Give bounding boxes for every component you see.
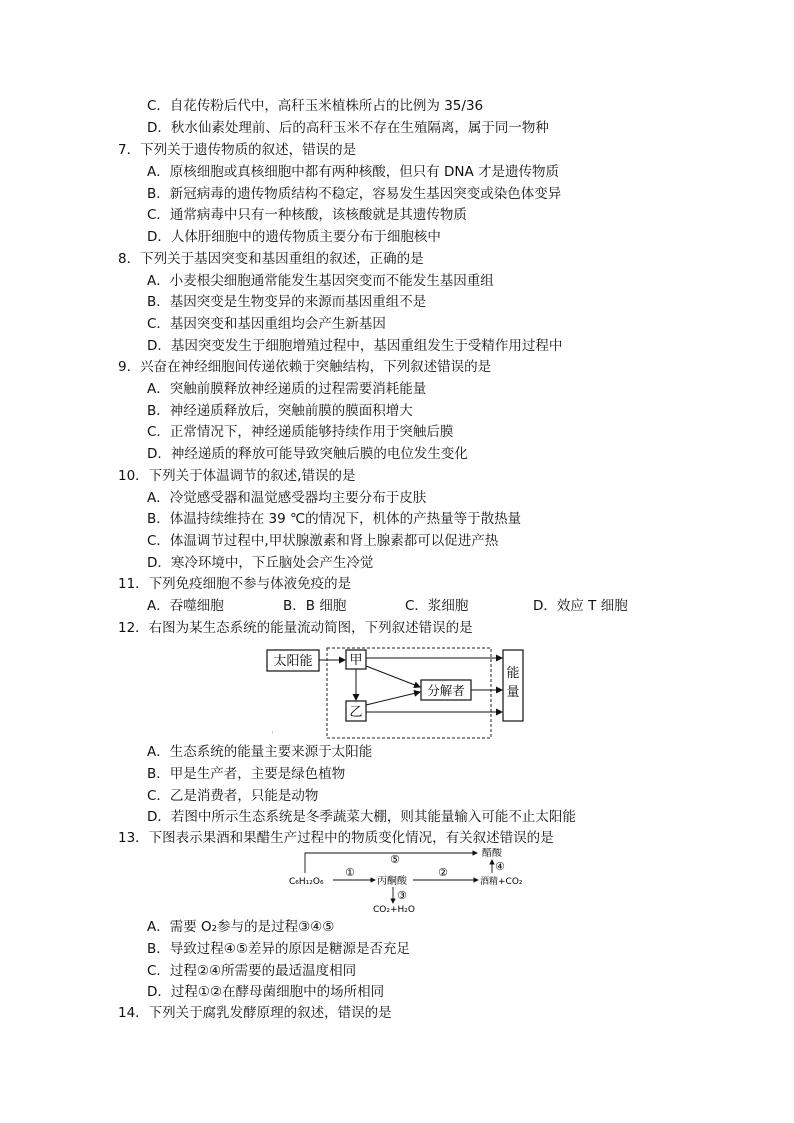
q7-option-b: B．新冠病毒的遗传物质结构不稳定，容易发生基因突变或染色体变异 — [147, 186, 562, 202]
q7-option-a: A．原核细胞或真核细胞中都有两种核酸，但只有 DNA 才是遗传物质 — [147, 164, 560, 180]
q12-option-d: D．若图中所示生态系统是冬季蔬菜大棚，则其能量输入可能不止太阳能 — [147, 809, 576, 825]
question-12-stem: 12．右图为某生态系统的能量流动简图，下列叙述错误的是 — [118, 620, 473, 636]
question-9-stem: 9．兴奋在神经细胞间传递依赖于突触结构，下列叙述错误的是 — [118, 359, 492, 375]
fermentation-diagram — [285, 848, 530, 918]
q8-option-a: A．小麦根尖细胞通常能发生基因突变而不能发生基因重组 — [147, 273, 494, 289]
question-7-stem: 7．下列关于遗传物质的叙述，错误的是 — [118, 142, 357, 158]
q11-option-d: D．效应 T 细胞 — [533, 598, 628, 614]
step-2: ② — [438, 866, 448, 879]
q9-option-a: A．突触前膜释放神经递质的过程需要消耗能量 — [147, 381, 427, 397]
energy-label-1: 能 — [506, 666, 520, 681]
sun-label: 太阳能 — [273, 654, 313, 669]
step-4: ④ — [495, 860, 505, 873]
question-14-stem: 14．下列关于腐乳发酵原理的叙述，错误的是 — [118, 1005, 392, 1021]
q9-option-b: B．神经递质释放后，突触前膜的膜面积增大 — [147, 403, 413, 419]
q12-option-b: B．甲是生产者，主要是绿色植物 — [147, 766, 346, 782]
q12-option-a: A．生态系统的能量主要来源于太阳能 — [147, 744, 373, 760]
glucose-label: C₆H₁₂O₆ — [289, 877, 324, 887]
q7-option-d: D．人体肝细胞中的遗传物质主要分布于细胞核中 — [147, 229, 441, 245]
step-3: ③ — [397, 889, 407, 902]
q7-option-c: C．通常病毒中只有一种核酸，该核酸就是其遗传物质 — [147, 207, 467, 223]
question-10-stem: 10．下列关于体温调节的叙述,错误的是 — [118, 468, 356, 484]
energy-label-2: 量 — [506, 685, 520, 700]
jia-label: 甲 — [349, 653, 363, 668]
svg-text:': ' — [271, 730, 274, 741]
q13-option-d: D．过程①②在酵母菌细胞中的场所相同 — [147, 984, 385, 1000]
pyruvate-label: 丙酮酸 — [377, 876, 407, 887]
decomposer-label: 分解者 — [427, 683, 465, 698]
q6-option-d: D．秋水仙素处理前、后的高秆玉米不存在生殖隔离，属于同一物种 — [147, 120, 549, 136]
q12-option-c: C．乙是消费者，只能是动物 — [147, 788, 319, 804]
step-5: ⑤ — [390, 853, 400, 866]
q9-option-d: D．神经递质的释放可能导致突触后膜的电位发生变化 — [147, 446, 468, 462]
q10-option-d: D．寒冷环境中，下丘脑处会产生冷觉 — [147, 555, 374, 571]
step-1: ① — [345, 866, 355, 879]
water-label: CO₂+H₂O — [373, 905, 415, 915]
q8-option-d: D．基因突变发生于细胞增殖过程中，基因重组发生于受精作用过程中 — [147, 338, 563, 354]
q13-option-a: A．需要 O₂参与的是过程③④⑤ — [147, 919, 335, 935]
q10-option-a: A．冷觉感受器和温觉感受器均主要分布于皮肤 — [147, 490, 427, 506]
arrow-yi-to-decomposer — [366, 692, 420, 705]
q11-option-b: B．B 细胞 — [283, 598, 347, 614]
question-8-stem: 8．下列关于基因突变和基因重组的叙述，正确的是 — [118, 251, 424, 267]
arrow-jia-to-decomposer — [366, 666, 420, 687]
question-13-stem: 13．下图表示果酒和果醋生产过程中的物质变化情况，有关叙述错误的是 — [118, 830, 554, 846]
q8-option-b: B．基因突变是生物变异的来源而基因重组不是 — [147, 294, 427, 310]
q6-option-c: C．自花传粉后代中，高秆玉米植株所占的比例为 35/36 — [147, 98, 484, 114]
yi-label: 乙 — [349, 705, 363, 720]
q13-option-b: B．导致过程④⑤差异的原因是糖源是否充足 — [147, 941, 410, 957]
energy-flow-diagram — [262, 640, 532, 742]
q10-option-c: C．体温调节过程中,甲状腺激素和肾上腺素都可以促进产热 — [147, 533, 499, 549]
q11-option-c: C．浆细胞 — [405, 598, 469, 614]
question-11-stem: 11．下列免疫细胞不参与体液免疫的是 — [118, 576, 352, 592]
ethanol-label: 酒精+CO₂ — [480, 877, 523, 887]
q13-option-c: C．过程②④所需要的最适温度相同 — [147, 963, 357, 979]
vinegar-label: 醋酸 — [482, 848, 502, 859]
q9-option-c: C．正常情况下，神经递质能够持续作用于突触后膜 — [147, 424, 454, 440]
q10-option-b: B．体温持续维持在 39 ℃的情况下，机体的产热量等于散热量 — [147, 511, 522, 527]
q8-option-c: C．基因突变和基因重组均会产生新基因 — [147, 316, 386, 332]
q11-option-a: A．吞噬细胞 — [147, 598, 224, 614]
